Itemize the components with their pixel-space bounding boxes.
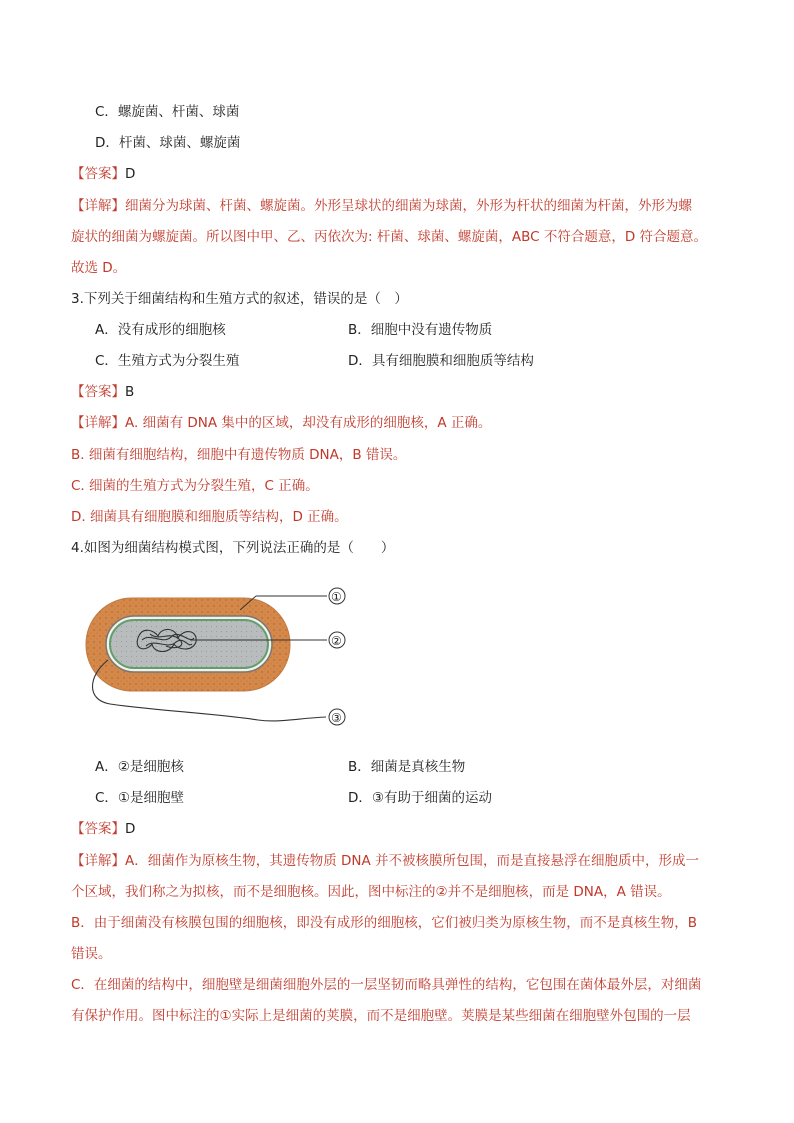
q4-opt-c: C．①是细胞壁 xyxy=(95,790,185,806)
q4-detail-6: 有保护作用。图中标注的①实际上是细菌的荚膜，而不是细胞壁。荚膜是某些细菌在细胞壁外包围的一层 xyxy=(71,1008,691,1024)
q4-detail-2: 个区域，我们称之为拟核，而不是细胞核。因此，图中标注的②并不是细胞核，而是 DNA，A 错误。 xyxy=(71,884,671,900)
q4-stem: 4.如图为细菌结构模式图，下列说法正确的是（ ） xyxy=(71,540,395,556)
prev-detail-2: 旋状的细菌为螺旋菌。所以图中甲、乙、丙依次为: 杆菌、球菌、螺旋菌，ABC 不符合题意，D 符合题意。 xyxy=(71,229,708,245)
q3-detail-b: B. 细菌有细胞结构，细胞中有遗传物质 DNA，B 错误。 xyxy=(71,447,407,463)
answer-label: 【答案】 xyxy=(71,384,125,400)
label-3: ③ xyxy=(331,711,342,725)
detail-text: 细菌分为球菌、杆菌、螺旋菌。外形呈球状的细菌为球菌，外形为杆状的细菌为杆菌，外形为螺 xyxy=(125,198,692,214)
q3-detail-d: D. 细菌具有细胞膜和细胞质等结构，D 正确。 xyxy=(71,509,348,525)
answer-value: D xyxy=(125,821,136,837)
q4-detail-5: C．在细菌的结构中，细胞壁是细菌细胞外层的一层坚韧而略具弹性的结构，它包围在菌体最外层，对细菌 xyxy=(71,977,702,993)
q3-detail-a xyxy=(71,413,491,433)
detail-label: 【详解】 xyxy=(71,198,125,214)
q4-detail-1 xyxy=(71,851,699,871)
prev-detail-1 xyxy=(71,196,692,216)
prev-answer xyxy=(71,164,135,184)
q3-opt-c: C．生殖方式为分裂生殖 xyxy=(95,353,240,369)
q4-detail-4: 错误。 xyxy=(71,946,112,962)
line-prev-opt-d: D．杆菌、球菌、螺旋菌 xyxy=(95,135,241,151)
detail-text: A．细菌作为原核生物，其遗传物质 DNA 并不被核膜所包围，而是直接悬浮在细胞质中，形成一 xyxy=(125,853,700,869)
answer-value: B xyxy=(125,384,135,400)
detail-label: 【详解】 xyxy=(71,853,125,869)
line-prev-opt-c: C．螺旋菌、杆菌、球菌 xyxy=(95,104,240,120)
q4-opt-d: D．③有助于细菌的运动 xyxy=(348,790,492,806)
q4-opt-b: B．细菌是真核生物 xyxy=(348,759,466,775)
q3-opt-b: B．细胞中没有遗传物质 xyxy=(348,322,493,338)
label-2: ② xyxy=(331,634,342,648)
q4-opt-a: A．②是细胞核 xyxy=(95,759,184,775)
q4-answer xyxy=(71,819,135,839)
bacteria-diagram xyxy=(80,580,355,730)
answer-label: 【答案】 xyxy=(71,166,125,182)
prev-detail-3: 故选 D。 xyxy=(71,260,127,276)
detail-text: A. 细菌有 DNA 集中的区域，却没有成形的细胞核，A 正确。 xyxy=(125,415,492,431)
q3-answer xyxy=(71,382,134,402)
q3-opt-a: A．没有成形的细胞核 xyxy=(95,322,226,338)
answer-value: D xyxy=(125,166,136,182)
detail-label: 【详解】 xyxy=(71,415,125,431)
q3-detail-c: C. 细菌的生殖方式为分裂生殖，C 正确。 xyxy=(71,478,319,494)
q3-opt-d: D．具有细胞膜和细胞质等结构 xyxy=(348,353,534,369)
q3-stem: 3.下列关于细菌结构和生殖方式的叙述，错误的是（ ） xyxy=(71,291,408,307)
q4-detail-3: B．由于细菌没有核膜包围的细胞核，即没有成形的细胞核，它们被归类为原核生物，而不是真核生物，B xyxy=(71,915,698,931)
answer-label: 【答案】 xyxy=(71,821,125,837)
label-1: ① xyxy=(331,590,342,604)
